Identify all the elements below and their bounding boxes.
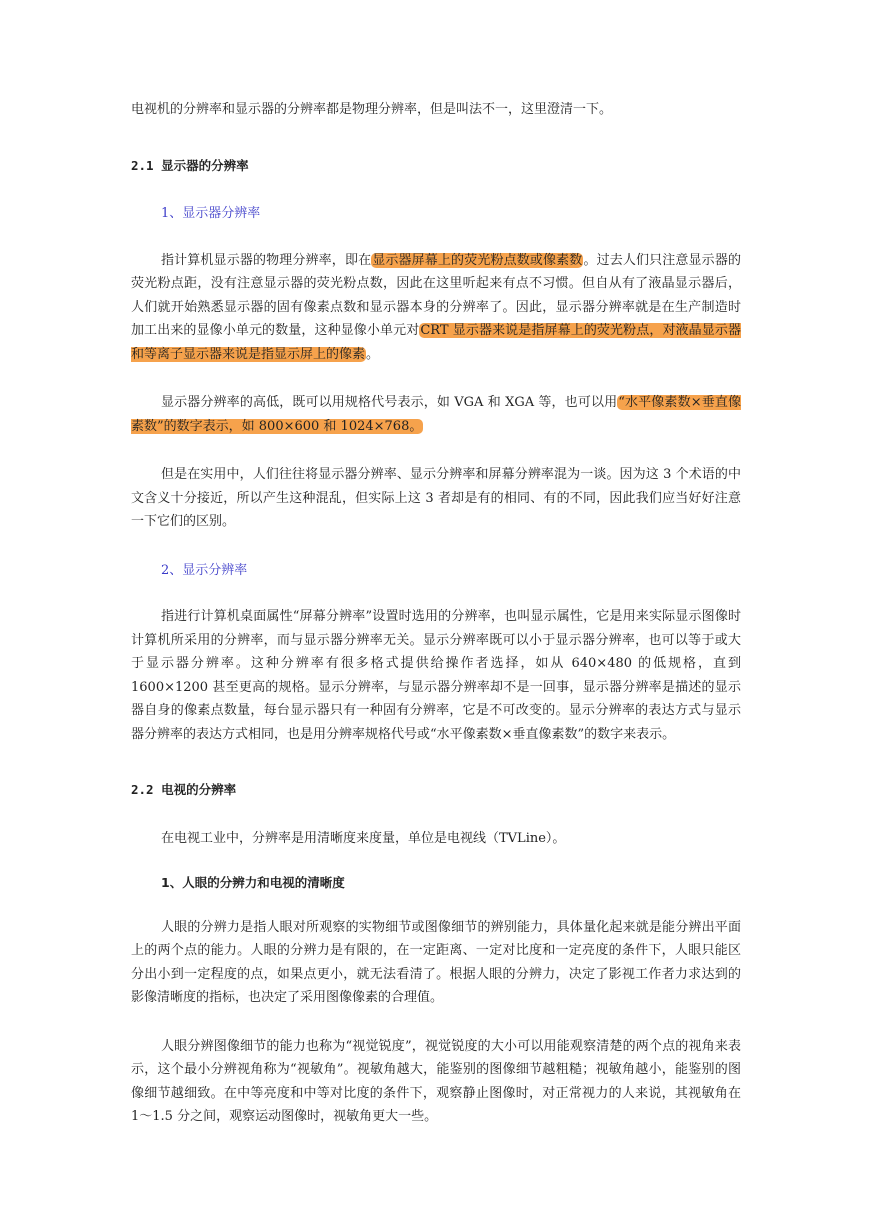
highlight: 显示器屏幕上的荧光粉点数或像素数 xyxy=(372,252,583,268)
section-heading-2-2: 2.2 电视的分辨率 xyxy=(131,782,237,797)
subheading-display-resolution: 1、显示器分辨率 xyxy=(161,206,261,221)
paragraph-visual-acuity: 人眼分辨图像细节的能力也称为“视觉锐度”，视觉锐度的大小可以用能观察清楚的两个点的视角来表示，这个最小分辨视角称为“视敏角”。视敏角越大，能鉴别的图像细节越粗糙；视敏角越小，能鉴别的图像细节越细致。在中等亮度和中等对比度的条件下，观察静止图像时，对正常视力的人来说，其视敏角在 1～1.5 分之间，观察运动图像时，视敏角更大一些。 xyxy=(131,1038,741,1124)
text-run: 。过去人们只注意显示器的荧光粉点距，没有注意显示器的荧光粉点数，因此在这里听起来有点不习惯。但自从有了液晶显示器后，人们就开始熟悉显示器的固有像素点数和显示器本身的分辨率了。因此，显示器分辨率就是在生产制造时加工出来的显像小单元的数量，这种显像小单元对 xyxy=(131,252,741,338)
subheading-display-setting-resolution: 2、显示分辨率 xyxy=(161,562,248,578)
highlight: “水平像素数×垂直像素数”的数字表示，如 800×600 和 1024×768。 xyxy=(131,395,742,434)
paragraph-tv-resolution: 在电视工业中，分辨率是用清晰度来度量，单位是电视线（TVLine）。 xyxy=(161,830,566,846)
text-run: 指计算机显示器的物理分辨率，即在 xyxy=(161,252,372,268)
paragraph-terminology-confusion: 但是在实用中，人们往往将显示器分辨率、显示分辨率和屏幕分辨率混为一谈。因为这 3 个术语的中文含义十分接近，所以产生这种混乱，但实际上这 3 者却是有的相同、有的不同，因此我们应当好好注意一下它们的区别。 xyxy=(131,467,741,529)
paragraph-monitor-resolution xyxy=(131,249,741,367)
section-heading-2-1: 2.1 显示器的分辨率 xyxy=(131,157,249,173)
subheading-eye-resolving-power: 1、人眼的分辨力和电视的清晰度 xyxy=(161,875,345,890)
paragraph-eye-resolving-power: 人眼的分辨力是指人眼对所观察的实物细节或图像细节的辨别能力，具体量化起来就是能分辨出平面上的两个点的能力。人眼的分辨力是有限的，在一定距离、一定对比度和一定亮度的条件下，人眼只能区分出小到一定程度的点，如果点更小，就无法看清了。根据人眼的分辨力，决定了影视工作者力求达到的影像清晰度的指标，也决定了采用图像像素的合理值。 xyxy=(131,919,741,1005)
text-run: 显示器分辨率的高低，既可以用规格代号表示，如 VGA 和 XGA 等，也可以用 xyxy=(161,395,618,410)
document-page xyxy=(131,98,741,1154)
intro-paragraph: 电视机的分辨率和显示器的分辨率都是物理分辨率，但是叫法不一，这里澄清一下。 xyxy=(131,102,613,117)
text-run: 。 xyxy=(366,346,380,362)
highlight: CRT 显示器来说是指屏幕上的荧光粉点，对液晶显示器和等离子显示器来说是指显示屏上的像素 xyxy=(131,323,741,362)
paragraph-resolution-notation xyxy=(131,391,741,438)
paragraph-display-resolution: 指进行计算机桌面属性“屏幕分辨率”设置时选用的分辨率，也叫显示属性，它是用来实际显示图像时计算机所采用的分辨率，而与显示器分辨率无关。显示分辨率既可以小于显示器分辨率，也可以等于或大于显示器分辨率。这种分辨率有很多格式提供给操作者选择，如从 640×480 的低规格，直到 1600×1200 甚至更高的规格。显示分辨率，与显示器分辨率却不是一回事，显示器分辨率是描述的显示器自身的像素点数量，每台显示器只有一种固有分辨率，它是不可改变的。显示分辨率的表达方式与显示器分辨率的表达方式相同，也是用分辨率规格代号或“水平像素数×垂直像素数”的数字来表示。 xyxy=(131,609,741,742)
